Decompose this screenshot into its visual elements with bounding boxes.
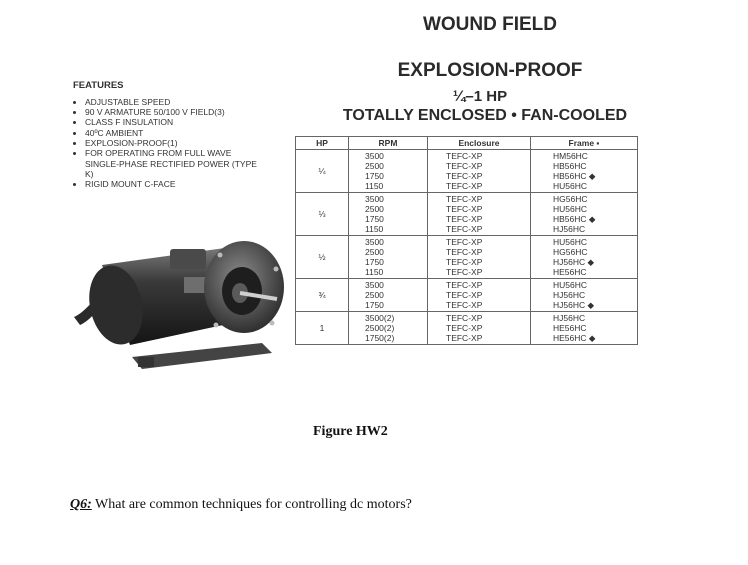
features-title: FEATURES	[73, 80, 124, 91]
feature-item: • RIGID MOUNT C-FACE	[85, 179, 263, 189]
cell-hp: ¾	[296, 279, 349, 312]
motor-base-foot	[138, 357, 154, 367]
cell-rpm: 3500 2500 1750 1150	[349, 193, 428, 236]
question-text: What are common techniques for controlling dc motors?	[91, 497, 412, 512]
table-row	[296, 236, 638, 279]
feature-item: • EXPLOSION-PROOF(1)	[85, 138, 263, 148]
table-row	[296, 279, 638, 312]
cell-frame: HM56HC HB56HC HB56HC ◆ HU56HC	[531, 150, 638, 193]
motor-photo	[72, 225, 297, 385]
feature-item: • ADJUSTABLE SPEED	[85, 97, 263, 107]
table-row	[296, 193, 638, 236]
title-wound-field: WOUND FIELD	[422, 14, 558, 35]
cell-enclosure: TEFC-XP TEFC-XP TEFC-XP TEFC-XP	[428, 236, 531, 279]
cell-rpm: 3500(2) 2500(2) 1750(2)	[349, 312, 428, 345]
motor-bolt	[274, 267, 279, 272]
table-row	[296, 150, 638, 193]
question-block	[70, 497, 412, 513]
header-hp: HP	[296, 137, 349, 150]
figure-caption: Figure HW2	[313, 424, 388, 439]
motor-bolt	[270, 321, 275, 326]
table-row	[296, 312, 638, 345]
motor-bolt	[218, 253, 223, 258]
header-rpm: RPM	[349, 137, 428, 150]
cell-rpm: 3500 2500 1750	[349, 279, 428, 312]
hp-range: ¼–1 HP	[452, 88, 508, 105]
cell-enclosure: TEFC-XP TEFC-XP TEFC-XP	[428, 312, 531, 345]
title-explosion-proof: EXPLOSION-PROOF	[397, 60, 583, 81]
feature-item: • CLASS F INSULATION	[85, 117, 263, 127]
cell-frame: HG56HC HU56HC HB56HC ◆ HJ56HC	[531, 193, 638, 236]
cell-frame: HJ56HC HE56HC HE56HC ◆	[531, 312, 638, 345]
question-number: Q6:	[70, 497, 92, 512]
cell-hp: ⅓	[296, 193, 349, 236]
cell-rpm: 3500 2500 1750 1150	[349, 236, 428, 279]
table-header-row	[296, 137, 638, 150]
feature-item: • 40ºC AMBIENT	[85, 128, 263, 138]
motor-bolt	[214, 323, 219, 328]
cell-hp: ½	[296, 236, 349, 279]
motor-conduit-box	[170, 249, 206, 269]
header-enclosure: Enclosure	[428, 137, 531, 150]
cell-frame: HU56HC HG56HC HJ56HC ◆ HE56HC	[531, 236, 638, 279]
cell-hp: 1	[296, 312, 349, 345]
features-list	[73, 97, 263, 190]
spec-table	[295, 136, 638, 345]
cell-enclosure: TEFC-XP TEFC-XP TEFC-XP	[428, 279, 531, 312]
cell-enclosure: TEFC-XP TEFC-XP TEFC-XP TEFC-XP	[428, 150, 531, 193]
cell-hp: ¼	[296, 150, 349, 193]
features-block	[73, 80, 263, 190]
subtitle-enclosure: TOTALLY ENCLOSED • FAN-COOLED	[342, 107, 628, 124]
feature-item: • FOR OPERATING FROM FULL WAVE SINGLE-PHASE RECTIFIED POWER (TYPE K)	[85, 148, 263, 179]
cell-frame: HU56HC HJ56HC HJ56HC ◆	[531, 279, 638, 312]
feature-item: • 90 V ARMATURE 50/100 V FIELD(3)	[85, 107, 263, 117]
cell-enclosure: TEFC-XP TEFC-XP TEFC-XP TEFC-XP	[428, 193, 531, 236]
header-frame: Frame ▪	[531, 137, 638, 150]
cell-rpm: 3500 2500 1750 1150	[349, 150, 428, 193]
